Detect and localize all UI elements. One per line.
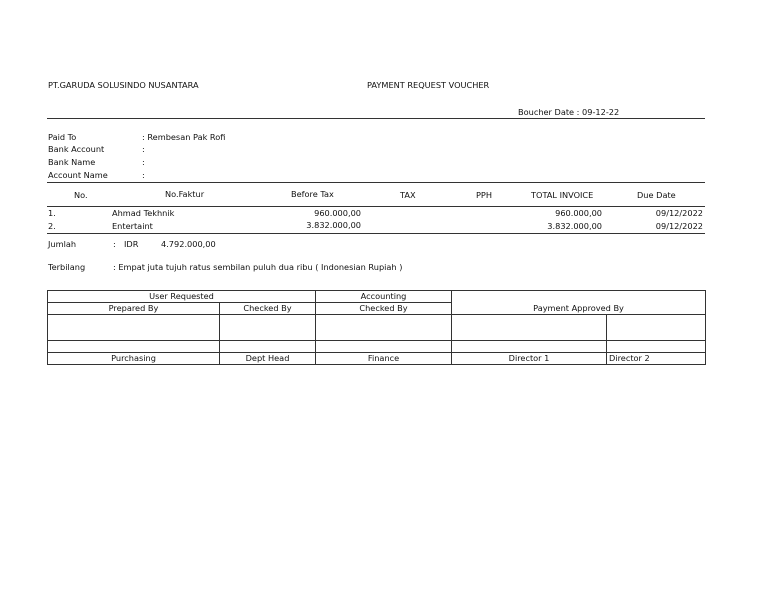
checked-by-header-1: Checked By [220, 303, 316, 315]
col-header-no: No. [74, 190, 88, 200]
row-2-due-date: 09/12/2022 [655, 221, 703, 231]
voucher-date: Boucher Date : 09-12-22 [518, 107, 620, 117]
terbilang-text: : Empat juta tujuh ratus sembilan puluh dua ribu ( Indonesian Rupiah ) [113, 262, 403, 272]
table-bottom-divider [47, 233, 705, 234]
paid-to-value: : Rembesan Pak Rofi [142, 132, 226, 142]
table-top-divider [47, 182, 705, 183]
director-1-label: Director 1 [452, 353, 607, 365]
row-2-total-invoice: 3.832.000,00 [547, 221, 602, 231]
account-name-label: Account Name [48, 170, 108, 180]
col-header-before-tax: Before Tax [291, 189, 334, 199]
col-header-total-invoice: TOTAL INVOICE [531, 190, 594, 200]
bank-account-value: : [142, 144, 145, 154]
header-divider [47, 118, 705, 119]
purchasing-label: Purchasing [48, 353, 220, 365]
row-1-total-invoice: 960.000,00 [555, 208, 602, 218]
row-1-due-date: 09/12/2022 [655, 208, 703, 218]
col-header-tax: TAX [400, 190, 416, 200]
signature-box-checked-1 [220, 315, 316, 341]
bank-name-label: Bank Name [48, 157, 96, 167]
row-1-faktur: Ahmad Tekhnik [112, 208, 175, 218]
row-2-before-tax: 3.832.000,00 [306, 220, 361, 230]
signature-table [47, 290, 706, 365]
checked-by-header-2: Checked By [316, 303, 452, 315]
company-name: PT.GARUDA SOLUSINDO NUSANTARA [48, 80, 199, 90]
col-header-faktur: No.Faktur [165, 189, 205, 199]
paid-to-label: Paid To [48, 132, 77, 142]
document-title: PAYMENT REQUEST VOUCHER [367, 80, 490, 90]
signature-name-box-5 [607, 341, 706, 353]
jumlah-colon: : [113, 239, 116, 249]
row-2-no: 2. [48, 221, 56, 231]
jumlah-amount: 4.792.000,00 [161, 239, 216, 249]
signature-name-box-4 [452, 341, 607, 353]
col-header-due-date: Due Date [637, 190, 676, 200]
accounting-header: Accounting [316, 291, 452, 303]
payment-approved-by-header: Payment Approved By [452, 291, 706, 315]
header-row-divider [47, 206, 705, 207]
signature-box-prepared [48, 315, 220, 341]
jumlah-label: Jumlah [48, 239, 77, 249]
signature-box-checked-2 [316, 315, 452, 341]
row-1-no: 1. [48, 208, 56, 218]
signature-box-director-2 [607, 315, 706, 341]
signature-name-box-1 [48, 341, 220, 353]
bank-name-value: : [142, 157, 145, 167]
col-header-pph: PPH [476, 190, 493, 200]
bank-account-label: Bank Account [48, 144, 105, 154]
signature-name-box-3 [316, 341, 452, 353]
prepared-by-header: Prepared By [48, 303, 220, 315]
signature-box-director-1 [452, 315, 607, 341]
signature-name-box-2 [220, 341, 316, 353]
dept-head-label: Dept Head [220, 353, 316, 365]
user-requested-header: User Requested [48, 291, 316, 303]
row-2-faktur: Entertaint [112, 221, 153, 231]
account-name-value: : [142, 170, 145, 180]
finance-label: Finance [316, 353, 452, 365]
row-1-before-tax: 960.000,00 [314, 208, 361, 218]
director-2-label: Director 2 [607, 353, 706, 365]
jumlah-currency: IDR [124, 239, 139, 249]
terbilang-label: Terbilang [48, 262, 86, 272]
